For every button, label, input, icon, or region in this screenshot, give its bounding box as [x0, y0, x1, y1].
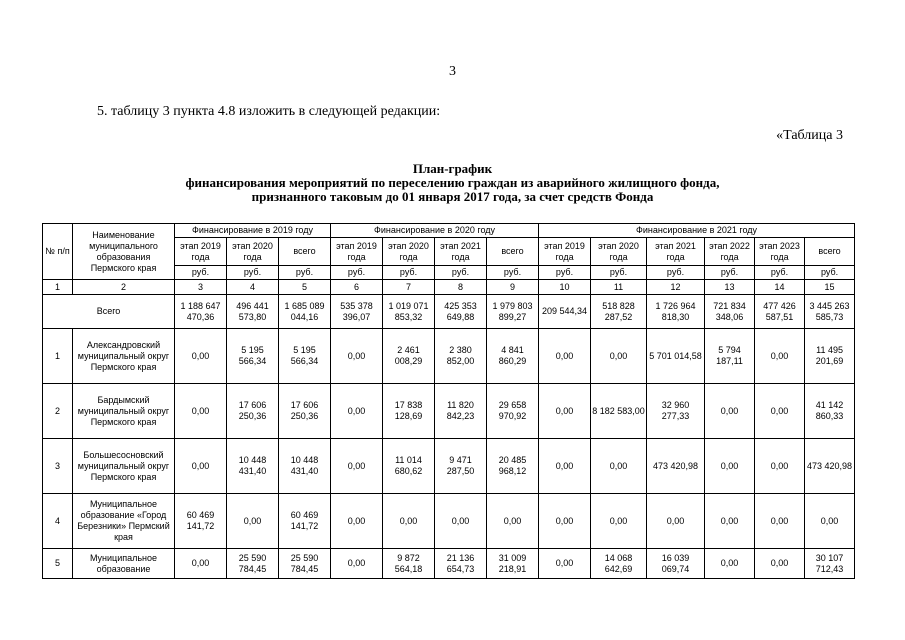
table-cell: 0,00 — [755, 384, 805, 439]
column-number: 2 — [73, 280, 175, 295]
table-cell: 0,00 — [539, 549, 591, 579]
header-unit: руб. — [279, 266, 331, 280]
document-title — [0, 162, 905, 204]
table-row — [43, 549, 855, 579]
table-cell: 8 182 583,00 — [591, 384, 647, 439]
municipality-name: Муниципальное образование — [73, 549, 175, 579]
table-cell: 0,00 — [705, 439, 755, 494]
table-cell: 5 794 187,11 — [705, 329, 755, 384]
header-stage: этап 2022 года — [705, 238, 755, 266]
title-line-1: План-график — [412, 161, 493, 176]
header-stage: этап 2020 года — [227, 238, 279, 266]
column-number: 11 — [591, 280, 647, 295]
column-number: 5 — [279, 280, 331, 295]
table-cell: 17 606 250,36 — [279, 384, 331, 439]
header-fin-2021: Финансирование в 2021 году — [539, 224, 855, 238]
table-cell: 30 107 712,43 — [805, 549, 855, 579]
header-stage: этап 2019 года — [331, 238, 383, 266]
table-header — [43, 224, 855, 295]
table-cell: 1 188 647 470,36 — [175, 295, 227, 329]
table-cell: 0,00 — [705, 384, 755, 439]
header-unit: руб. — [805, 266, 855, 280]
table-cell: 0,00 — [175, 329, 227, 384]
table-cell: 0,00 — [331, 329, 383, 384]
table-cell: 0,00 — [487, 494, 539, 549]
header-total: всего — [279, 238, 331, 266]
table-cell: 14 068 642,69 — [591, 549, 647, 579]
table-cell: 9 872 564,18 — [383, 549, 435, 579]
table-cell: 25 590 784,45 — [227, 549, 279, 579]
table-cell: 0,00 — [175, 439, 227, 494]
table-cell: 0,00 — [383, 494, 435, 549]
table-cell: 0,00 — [175, 384, 227, 439]
table-cell: 11 820 842,23 — [435, 384, 487, 439]
table-cell: 0,00 — [647, 494, 705, 549]
table-cell: 1 685 089 044,16 — [279, 295, 331, 329]
row-number: 3 — [43, 439, 73, 494]
header-unit: руб. — [487, 266, 539, 280]
table-cell: 60 469 141,72 — [175, 494, 227, 549]
total-row — [43, 295, 855, 329]
table-cell: 0,00 — [331, 549, 383, 579]
table-cell: 209 544,34 — [539, 295, 591, 329]
row-number: 4 — [43, 494, 73, 549]
table-cell: 10 448 431,40 — [279, 439, 331, 494]
column-number: 15 — [805, 280, 855, 295]
table-caption: «Таблица 3 — [776, 128, 843, 143]
table-cell: 0,00 — [539, 384, 591, 439]
header-total: всего — [487, 238, 539, 266]
header-unit: руб. — [331, 266, 383, 280]
table-cell: 60 469 141,72 — [279, 494, 331, 549]
table-cell: 20 485 968,12 — [487, 439, 539, 494]
table-cell: 16 039 069,74 — [647, 549, 705, 579]
table-cell: 0,00 — [591, 494, 647, 549]
table-cell: 0,00 — [755, 439, 805, 494]
header-stage: этап 2021 года — [647, 238, 705, 266]
table-cell: 11 495 201,69 — [805, 329, 855, 384]
column-number: 1 — [43, 280, 73, 295]
header-unit: руб. — [705, 266, 755, 280]
table-cell: 1 726 964 818,30 — [647, 295, 705, 329]
table-cell: 31 009 218,91 — [487, 549, 539, 579]
header-unit: руб. — [647, 266, 705, 280]
column-number: 8 — [435, 280, 487, 295]
table-cell: 0,00 — [805, 494, 855, 549]
header-unit: руб. — [383, 266, 435, 280]
table-cell: 3 445 263 585,73 — [805, 295, 855, 329]
header-fin-2019: Финансирование в 2019 году — [175, 224, 331, 238]
table-cell: 721 834 348,06 — [705, 295, 755, 329]
table-cell: 2 461 008,29 — [383, 329, 435, 384]
header-stage: этап 2020 года — [591, 238, 647, 266]
table-cell: 17 606 250,36 — [227, 384, 279, 439]
table-cell: 0,00 — [331, 494, 383, 549]
table-cell: 4 841 860,29 — [487, 329, 539, 384]
table-row — [43, 494, 855, 549]
column-number-row — [43, 280, 855, 295]
table-cell: 0,00 — [227, 494, 279, 549]
table-cell: 425 353 649,88 — [435, 295, 487, 329]
table-row — [43, 329, 855, 384]
header-unit: руб. — [755, 266, 805, 280]
table-cell: 41 142 860,33 — [805, 384, 855, 439]
table-cell: 0,00 — [705, 549, 755, 579]
table-row — [43, 439, 855, 494]
header-fin-2020: Финансирование в 2020 году — [331, 224, 539, 238]
table-cell: 0,00 — [539, 494, 591, 549]
table-cell: 0,00 — [591, 439, 647, 494]
table-cell: 0,00 — [539, 329, 591, 384]
header-unit: руб. — [435, 266, 487, 280]
header-total: всего — [805, 238, 855, 266]
row-number: 2 — [43, 384, 73, 439]
table-cell: 0,00 — [755, 494, 805, 549]
header-stage: этап 2023 года — [755, 238, 805, 266]
municipality-name: Александровский муниципальный округ Пермского края — [73, 329, 175, 384]
table-cell: 0,00 — [755, 329, 805, 384]
page-number: 3 — [449, 64, 456, 79]
header-unit: руб. — [175, 266, 227, 280]
table-cell: 2 380 852,00 — [435, 329, 487, 384]
table-cell: 518 828 287,52 — [591, 295, 647, 329]
column-number: 12 — [647, 280, 705, 295]
column-number: 14 — [755, 280, 805, 295]
column-number: 13 — [705, 280, 755, 295]
table-cell: 0,00 — [705, 494, 755, 549]
header-stage: этап 2019 года — [539, 238, 591, 266]
header-unit: руб. — [591, 266, 647, 280]
municipality-name: Муниципальное образование «Город Березники» Пермский края — [73, 494, 175, 549]
table-cell: 21 136 654,73 — [435, 549, 487, 579]
column-number: 4 — [227, 280, 279, 295]
table-cell: 11 014 680,62 — [383, 439, 435, 494]
row-number: 1 — [43, 329, 73, 384]
table-cell: 1 979 803 899,27 — [487, 295, 539, 329]
municipality-name: Большесосновский муниципальный округ Пермского края — [73, 439, 175, 494]
table-body — [43, 295, 855, 579]
table-cell: 0,00 — [331, 439, 383, 494]
column-number: 9 — [487, 280, 539, 295]
table-cell: 496 441 573,80 — [227, 295, 279, 329]
table-row — [43, 384, 855, 439]
column-number: 6 — [331, 280, 383, 295]
table-cell: 5 701 014,58 — [647, 329, 705, 384]
financing-table — [42, 223, 855, 579]
row-number: 5 — [43, 549, 73, 579]
title-line-2: финансирования мероприятий по переселению граждан из аварийного жилищного фонда, — [185, 175, 720, 190]
table-cell: 0,00 — [175, 549, 227, 579]
column-number: 10 — [539, 280, 591, 295]
header-unit: руб. — [227, 266, 279, 280]
table-cell: 0,00 — [331, 384, 383, 439]
table-cell: 0,00 — [435, 494, 487, 549]
header-stage: этап 2020 года — [383, 238, 435, 266]
intro-text: 5. таблицу 3 пункта 4.8 изложить в следующей редакции: — [97, 104, 441, 119]
table-cell: 0,00 — [755, 549, 805, 579]
header-stage: этап 2021 года — [435, 238, 487, 266]
table-cell: 1 019 071 853,32 — [383, 295, 435, 329]
table-cell: 17 838 128,69 — [383, 384, 435, 439]
header-stage: этап 2019 года — [175, 238, 227, 266]
total-label: Всего — [43, 295, 175, 329]
header-num: № п/п — [43, 224, 73, 280]
table-cell: 29 658 970,92 — [487, 384, 539, 439]
table-cell: 477 426 587,51 — [755, 295, 805, 329]
table-cell: 473 420,98 — [805, 439, 855, 494]
header-unit: руб. — [539, 266, 591, 280]
table-cell: 25 590 784,45 — [279, 549, 331, 579]
header-name: Наименование муниципального образования Пермского края — [73, 224, 175, 280]
title-line-3: признанного таковым до 01 января 2017 года, за счет средств Фонда — [251, 189, 654, 204]
column-number: 3 — [175, 280, 227, 295]
column-number: 7 — [383, 280, 435, 295]
table-cell: 5 195 566,34 — [227, 329, 279, 384]
table-cell: 0,00 — [591, 329, 647, 384]
table-cell: 32 960 277,33 — [647, 384, 705, 439]
municipality-name: Бардымский муниципальный округ Пермского края — [73, 384, 175, 439]
table-cell: 10 448 431,40 — [227, 439, 279, 494]
table-cell: 473 420,98 — [647, 439, 705, 494]
table-cell: 9 471 287,50 — [435, 439, 487, 494]
table-cell: 5 195 566,34 — [279, 329, 331, 384]
table-cell: 0,00 — [539, 439, 591, 494]
table-cell: 535 378 396,07 — [331, 295, 383, 329]
